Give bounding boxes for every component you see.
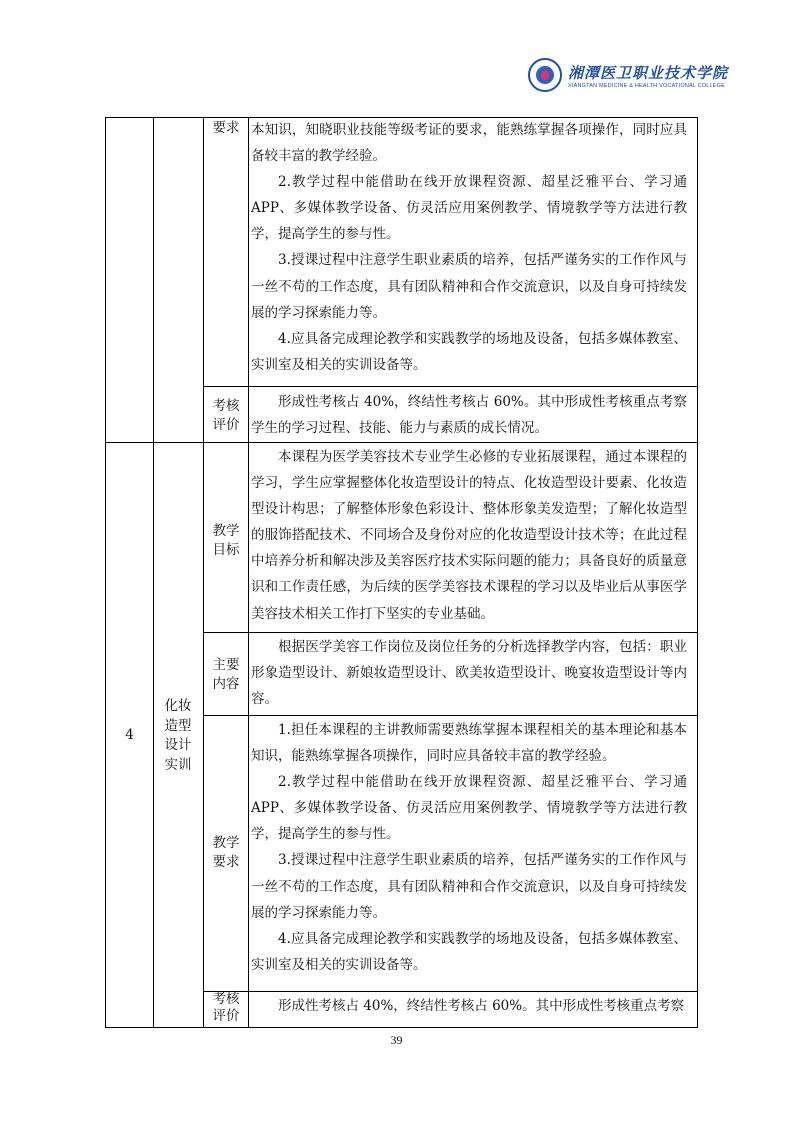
goal-content: 本课程为医学美容技术专业学生必修的专业拓展课程，通过本课程的学习，学生应掌握整体化妆造型设计的特点、化妆造型设计要素、化妆造型设计构思；了解整体形象色彩设计、整体形象美发造型；了解化妆造型的服饰搭配技术、不同场合及身份对应的化妆造型设计技术等；在此过程中培养分析和解决涉及美容医疗技术实际问题的能力；具备良好的质量意识和工作责任感，为后续的医学美容技术课程的学习以及毕业后从事医学美容技术相关工作打下坚实的专业基础。: [251, 449, 687, 622]
course-number: 4: [125, 727, 134, 743]
evaluation-content: 形成性考核占 40%，终结性考核占 60%。其中形成性考核重点考察: [278, 998, 685, 1014]
page-number: 39: [390, 1033, 403, 1047]
requirement-line: 3.授课过程中注意学生职业素质的培养，包括严谨务实的工作作风与一丝不苟的工作态度，具有团队精神和合作交流意识，以及自身可持续发展的学习探索能力等。: [251, 852, 687, 921]
prev-requirement-content: [251, 117, 687, 378]
requirement-line: 1.担任本课程的主讲教师需要熟练掌握本课程相关的基本理论和基本知识，能熟练掌握各项操作，同时应具备较丰富的教学经验。: [251, 722, 687, 765]
logo-english-name: XIANGTAN MEDICINE & HEALTH VOCATIONAL COLLEGE: [568, 82, 726, 89]
goal-label: 教学目标: [212, 523, 240, 558]
course-name: 化妆造型设计实训: [164, 698, 192, 773]
requirement-line: 4.应具备完成理论教学和实践教学的场地及设备，包括多媒体教室、实训室及相关的实训设备等。: [251, 930, 687, 973]
prev-requirement-line: 本知识，知晓职业技能等级考证的要求，能熟练掌握各项操作，同时应具备较丰富的教学经验。: [251, 122, 687, 165]
requirement-content: [251, 717, 687, 978]
requirement-line: 2.教学过程中能借助在线开放课程资源、超星泛雅平台、学习通 APP、多媒体教学设备、仿灵活应用案例教学、情境教学等方法进行教学，提高学生的参与性。: [251, 774, 687, 843]
logo-chinese-name: 湘潭医卫职业技术学院: [568, 63, 729, 82]
main-content-text: 根据医学美容工作岗位及岗位任务的分析选择教学内容，包括：职业形象造型设计、新娘妆造型设计、欧美妆造型设计、晚宴妆造型设计等内容。: [251, 639, 687, 708]
prev-evaluation-label: 考核评价: [212, 398, 240, 433]
prev-requirement-line: 2.教学过程中能借助在线开放课程资源、超星泛雅平台、学习通 APP、多媒体教学设备、仿灵活应用案例教学、情境教学等方法进行教学，提高学生的参与性。: [251, 174, 687, 243]
prev-requirement-line: 4.应具备完成理论教学和实践教学的场地及设备，包括多媒体教室、实训室及相关的实训设备等。: [251, 330, 687, 373]
evaluation-label: 考核评价: [212, 991, 240, 1024]
prev-requirement-line: 3.授课过程中注意学生职业素质的培养，包括严谨务实的工作作风与一丝不苟的工作态度，具有团队精神和合作交流意识，以及自身可持续发展的学习探索能力等。: [251, 252, 687, 321]
requirement-label: 教学要求: [212, 835, 240, 870]
prev-requirement-label: 要求: [212, 120, 240, 136]
prev-evaluation-content: 形成性考核占 40%，终结性考核占 60%。其中形成性考核重点考察学生的学习过程、技能、能力与素质的成长情况。: [251, 394, 687, 437]
main-content-label: 主要内容: [212, 657, 240, 692]
college-logo: [528, 56, 728, 94]
college-seal-icon: [528, 58, 562, 92]
